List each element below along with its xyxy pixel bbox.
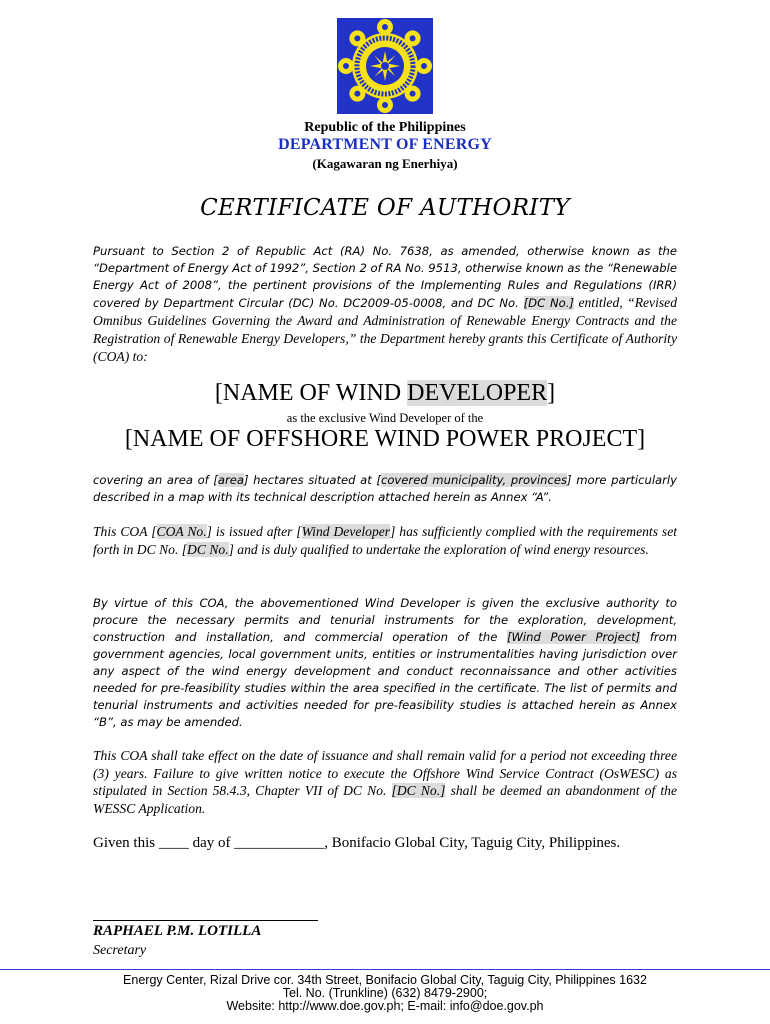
- area-field: area: [217, 473, 245, 487]
- signatory-title: Secretary: [93, 943, 147, 958]
- given-date-line: Given this ____ day of ____________, Bonifacio Global City, Taguig City, Philippines.: [93, 835, 621, 851]
- developer-name-prefix: [NAME OF WIND: [214, 380, 408, 406]
- dc-number-field: DC No.: [187, 541, 229, 557]
- header-republic: Republic of the Philippines: [304, 120, 466, 135]
- paragraph-validity: [93, 747, 677, 817]
- footer-website-email: Website: http://www.doe.gov.ph; E-mail: info@doe.gov.ph: [226, 999, 544, 1013]
- paragraph-text: covering an area of [: [93, 473, 218, 487]
- wind-developer-field: Wind Developer: [301, 524, 391, 539]
- footer-address: Energy Center, Rizal Drive cor. 34th Street, Bonifacio Global City, Taguig City, Philippines 1632: [123, 973, 647, 987]
- paragraph-text: ] has sufficiently complied with the requirements set forth in DC No. [: [93, 524, 678, 557]
- dc-number-field: [DC No.]: [391, 783, 446, 798]
- signature-line: [93, 920, 318, 921]
- paragraph-text: By virtue of this COA, the abovementioned Wind Developer is given the exclusive authority to procure the necessary permits and tenurial instruments for the exploration, development, construction and installation, and commercial operation of the: [93, 596, 677, 644]
- footer-divider: [0, 969, 770, 970]
- developer-name-highlight: DEVELOPER: [407, 380, 548, 406]
- paragraph-text: ] hectares situated at [: [244, 473, 381, 487]
- wind-power-project-field: [Wind Power Project]: [506, 630, 641, 644]
- paragraph-text: This COA [: [93, 524, 157, 539]
- document-title: CERTIFICATE OF AUTHORITY: [200, 195, 570, 221]
- dc-number-field: [DC No.]: [523, 296, 574, 310]
- municipality-field: covered municipality, provinces: [380, 473, 568, 487]
- developer-name-suffix: ]: [547, 380, 556, 406]
- footer-phone: Tel. No. (Trunkline) (632) 8479-2900;: [282, 986, 488, 1000]
- paragraph-text: ] more particularly described in a map with its technical description attached herein as Annex “A”.: [93, 473, 677, 504]
- paragraph-text: ] and is duly qualified to undertake the exploration of wind energy resources.: [228, 541, 649, 557]
- project-name-field: [NAME OF OFFSHORE WIND POWER PROJECT]: [124, 426, 646, 452]
- paragraph-text: entitled, “Revised Omnibus Guidelines Governing the Award and Administration of Renewable Energy Contracts and the Registration of Renewable Energy Developers,” the Department hereby grants this Certificate of Authority (COA) to:: [93, 295, 677, 364]
- paragraph-text: This COA shall take effect on the date of issuance and shall remain valid for a period not exceeding three (3) years. Failure to give written notice to execute the Offshore Wind Service Contract (OsWESC) as stipulated in Section 58.4.3, Chapter VII of DC No.: [93, 748, 677, 798]
- paragraph-authority: [93, 595, 677, 731]
- paragraph-area: [93, 472, 677, 506]
- paragraph-text: ] is issued after [: [206, 524, 302, 539]
- paragraph-text: Pursuant to Section 2 of Republic Act (RA) No. 7638, as amended, otherwise known as the “Department of Energy Act of 1992”, Section 2 of RA No. 9513, otherwise known as the “Renewable Energy Act of 2008”, the pertinent provisions of the Implementing Rules and Regulations (IRR) covered by Department Circular (DC) No. DC2009-05-0008, and DC No.: [93, 244, 677, 310]
- paragraph-text: from government agencies, local government units, entities or instrumentalities having jurisdiction over any aspect of the wind energy development and conduct reconnaissance and other activities needed for pre-feasibility studies within the area specified in the certificate. The list of permits and tenurial instruments and activities needed for pre-feasibility studies is attached herein as Annex “B”, as may be amended.: [93, 630, 678, 729]
- coa-number-field: COA No.: [156, 524, 207, 539]
- paragraph-issuance: [93, 523, 677, 558]
- paragraph-text: shall be deemed an abandonment of the WESSC Application.: [93, 783, 677, 816]
- developer-name-field: [0, 380, 770, 407]
- doe-seal-icon: [337, 18, 433, 114]
- exclusive-developer-text: as the exclusive Wind Developer of the: [286, 411, 484, 425]
- header-subtitle: (Kagawaran ng Enerhiya): [312, 156, 458, 171]
- signatory-name: RAPHAEL P.M. LOTILLA: [93, 923, 262, 939]
- header-department: DEPARTMENT OF ENERGY: [278, 136, 492, 153]
- paragraph-pursuant: [93, 243, 677, 366]
